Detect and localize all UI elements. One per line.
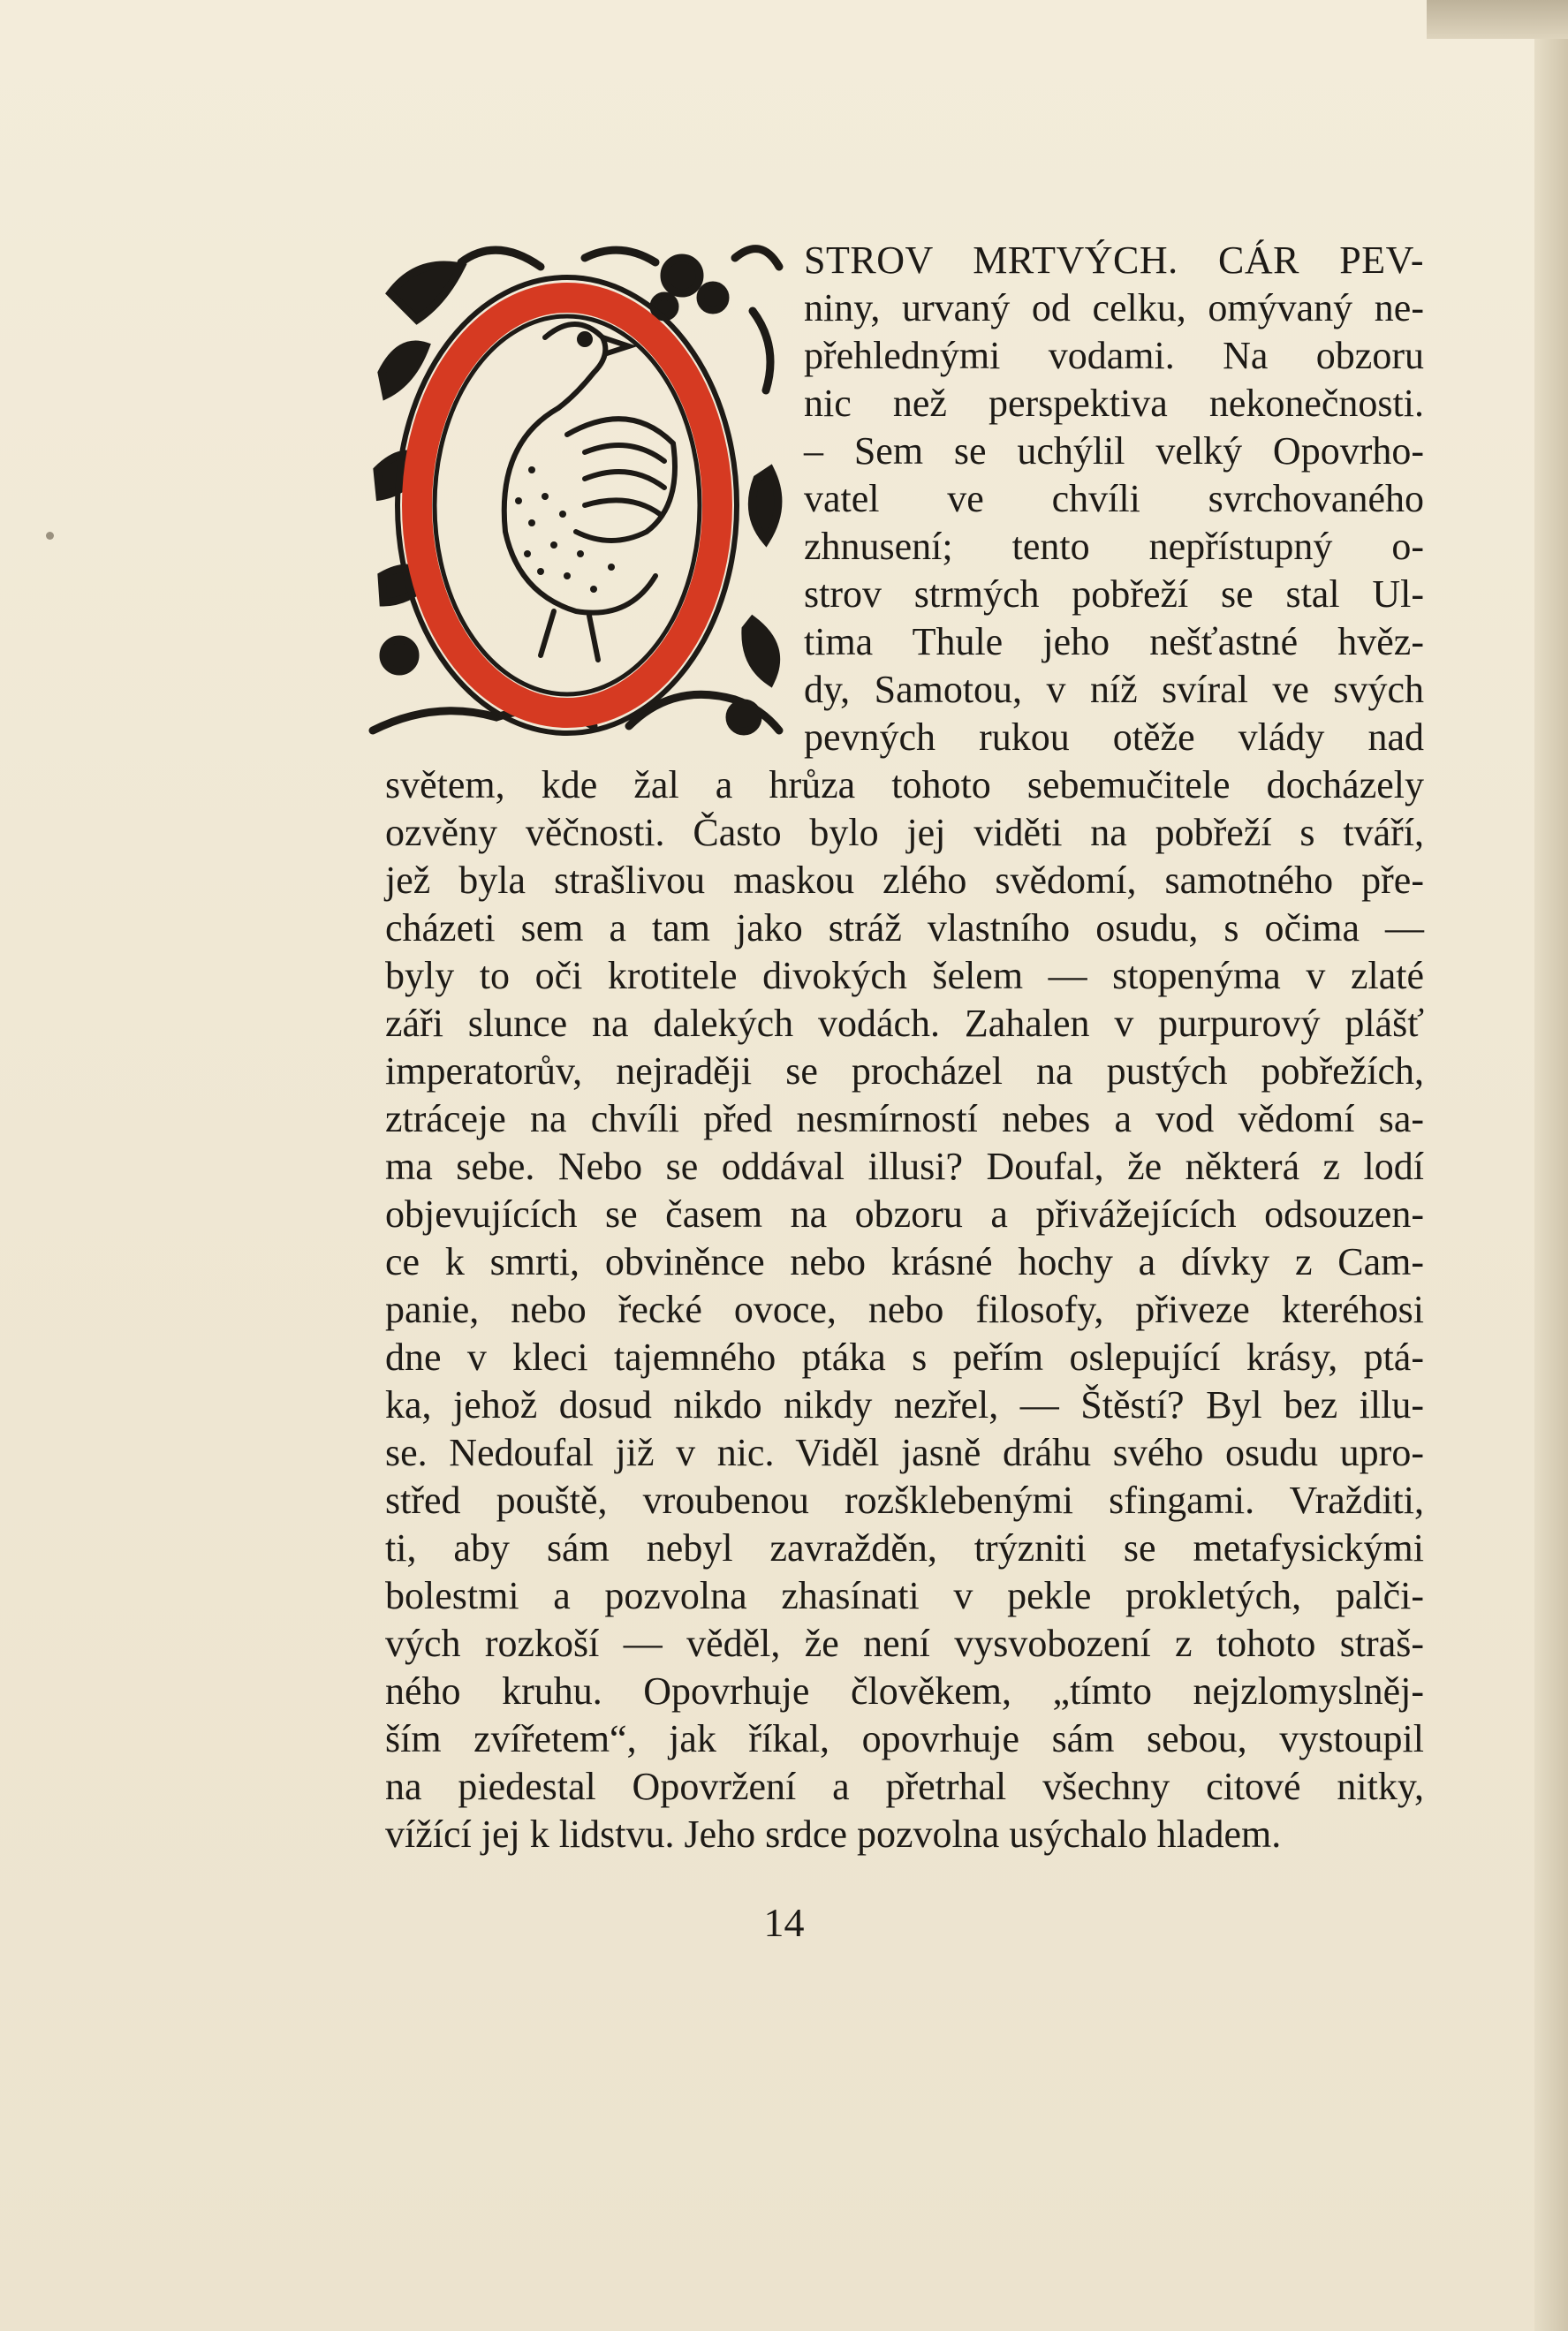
- page-edge-shadow: [1534, 0, 1568, 2331]
- text-line: vých rozkoší — věděl, že není vysvobození z tohoto straš-: [385, 1622, 1424, 1665]
- text-line: imperatorův, nejraději se procházel na pustých pobřežích,: [385, 1049, 1424, 1093]
- text-line: na piedestal Opovržení a přetrhal všechny citové nitky,: [385, 1765, 1424, 1808]
- text-line: ka, jehož dosud nikdo nikdy nezřel, — Štěstí? Byl bez illu-: [385, 1383, 1424, 1427]
- text-line: vížící jej k lidstvu. Jeho srdce pozvolna usýchalo hladem.: [385, 1813, 1282, 1856]
- text-line: objevujících se časem na obzoru a přivážejících odsouzen-: [385, 1192, 1424, 1236]
- text-line: ma sebe. Nebo se oddával illusi? Doufal, že některá z lodí: [385, 1145, 1424, 1188]
- text-line: ozvěny věčnosti. Často bylo jej viděti na pobřeží s tváří,: [385, 811, 1424, 854]
- text-line: ného kruhu. Opovrhuje člověkem, „tímto nejzlomyslněj-: [385, 1669, 1424, 1713]
- text-line: strov strmých pobřeží se stal Ul-: [804, 572, 1424, 616]
- text-line: ti, aby sám nebyl zavražděn, trýzniti se metafysickými: [385, 1526, 1424, 1570]
- page-corner-shadow: [1427, 0, 1568, 39]
- text-line: světem, kde žal a hrůza tohoto sebemučitele docházely: [385, 763, 1424, 806]
- decorated-initial-o-icon: [364, 240, 790, 748]
- text-line: – Sem se uchýlil velký Opovrho-: [804, 429, 1424, 473]
- text-line: byly to oči krotitele divokých šelem — stopenýma v zlaté: [385, 954, 1424, 997]
- text-line: STROV MRTVÝCH. CÁR PEV-: [804, 238, 1424, 282]
- text-line: záři slunce na dalekých vodách. Zahalen v purpurový plášť: [385, 1002, 1424, 1045]
- text-line: jež byla strašlivou maskou zlého svědomí, samotného pře-: [385, 859, 1424, 902]
- text-line: ztráceje na chvíli před nesmírností nebes a vod vědomí sa-: [385, 1097, 1424, 1140]
- text-line: nic než perspektiva nekonečnosti.: [804, 382, 1424, 425]
- text-line: dne v kleci tajemného ptáka s peřím oslepující krásy, ptá-: [385, 1336, 1424, 1379]
- text-line: tima Thule jeho nešťastné hvěz-: [804, 620, 1424, 663]
- text-line: střed pouště, vroubenou rozšklebenými sfingami. Vražditi,: [385, 1479, 1424, 1522]
- text-line: bolestmi a pozvolna zhasínati v pekle prokletých, palči-: [385, 1574, 1424, 1617]
- text-line: dy, Samotou, v níž svíral ve svých: [804, 668, 1424, 711]
- page-number: 14: [763, 1900, 805, 1945]
- text-line: cházeti sem a tam jako stráž vlastního osudu, s očima —: [385, 906, 1424, 950]
- text-line: ším zvířetem“, jak říkal, opovrhuje sám sebou, vystoupil: [385, 1717, 1424, 1760]
- text-line: zhnusení; tento nepřístupný o-: [804, 525, 1424, 568]
- text-line: panie, nebo řecké ovoce, nebo filosofy, přiveze kteréhosi: [385, 1288, 1424, 1331]
- text-line: ce k smrti, obviněnce nebo krásné hochy a dívky z Cam-: [385, 1240, 1424, 1283]
- text-line: přehlednými vodami. Na obzoru: [804, 334, 1424, 377]
- paper-speck: [46, 532, 54, 540]
- text-line: pevných rukou otěže vlády nad: [804, 715, 1424, 759]
- text-line: niny, urvaný od celku, omývaný ne-: [804, 286, 1424, 329]
- text-line: se. Nedoufal již v nic. Viděl jasně dráhu svého osudu upro-: [385, 1431, 1424, 1474]
- text-line: vatel ve chvíli svrchovaného: [804, 477, 1424, 520]
